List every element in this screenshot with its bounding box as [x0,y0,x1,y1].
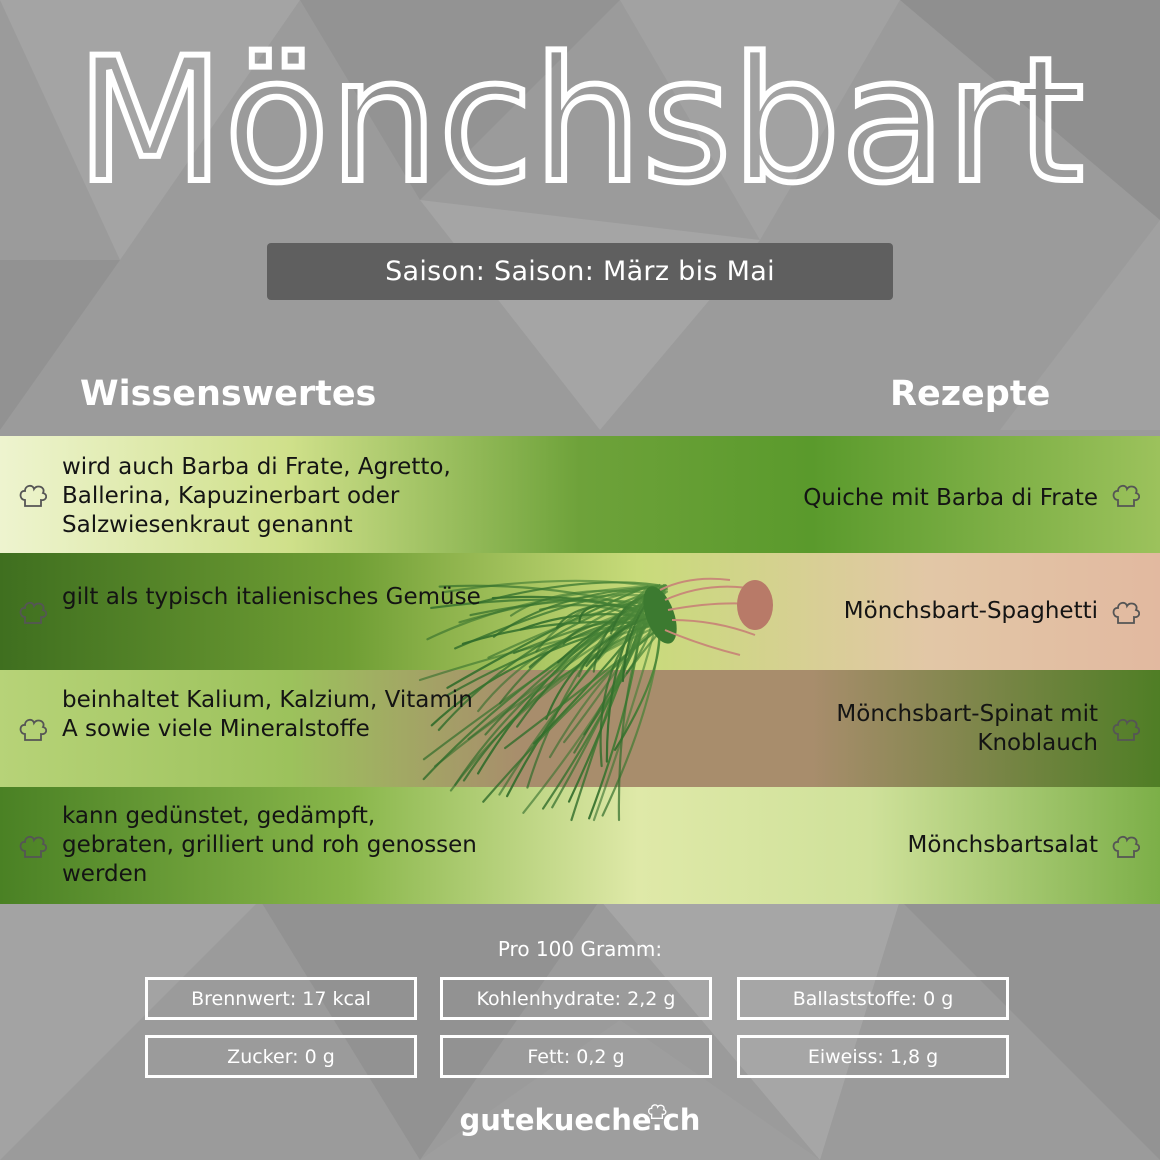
fact-4: kann gedünstet, gedämpft, gebraten, grilliert und roh genossen werden [62,803,477,887]
chef-hat-icon [1110,714,1142,744]
chef-hat-icon [17,831,49,861]
fact-1: wird auch Barba di Frate, Agretto, Ballerina, Kapuzinerbart oder Salzwiesenkraut genannt [62,454,451,538]
recipes-heading: Rezepte [890,374,1051,414]
fact-3: beinhaltet Kalium, Kalzium, Vitamin A sowie viele Mineralstoffe [62,687,473,742]
nutrition-heading: Pro 100 Gramm: [497,937,663,961]
nutrition-item: Fett: 0,2 g [440,1035,712,1078]
chef-hat-icon [17,480,49,510]
chef-hat-icon [1110,480,1142,510]
recipe-link-1[interactable]: Quiche mit Barba di Frate [803,485,1098,511]
page-title: Mönchsbart [75,30,1085,210]
nutrition-item: Brennwert: 17 kcal [145,977,417,1020]
nutrition-item: Zucker: 0 g [145,1035,417,1078]
nutrition-item: Eiweiss: 1,8 g [737,1035,1009,1078]
title-graphic [0,30,1160,210]
chef-hat-icon [1110,831,1142,861]
chef-hat-icon [1110,597,1142,627]
season-badge: Saison: Saison: März bis Mai [267,243,893,300]
nutrition-item: Ballaststoffe: 0 g [737,977,1009,1020]
site-logo-text[interactable]: gutekueche.ch [459,1103,701,1137]
chef-hat-icon [17,714,49,744]
nutrition-item: Kohlenhydrate: 2,2 g [440,977,712,1020]
recipe-link-4[interactable]: Mönchsbartsalat [907,832,1098,858]
chef-hat-icon [17,597,49,627]
chef-hat-icon [646,1101,668,1121]
recipe-link-3[interactable]: Mönchsbart-Spinat mit Knoblauch [836,701,1098,756]
facts-heading: Wissenswertes [80,374,377,414]
fact-2: gilt als typisch italienisches Gemüse [62,584,481,610]
recipe-link-2[interactable]: Mönchsbart-Spaghetti [843,598,1098,624]
